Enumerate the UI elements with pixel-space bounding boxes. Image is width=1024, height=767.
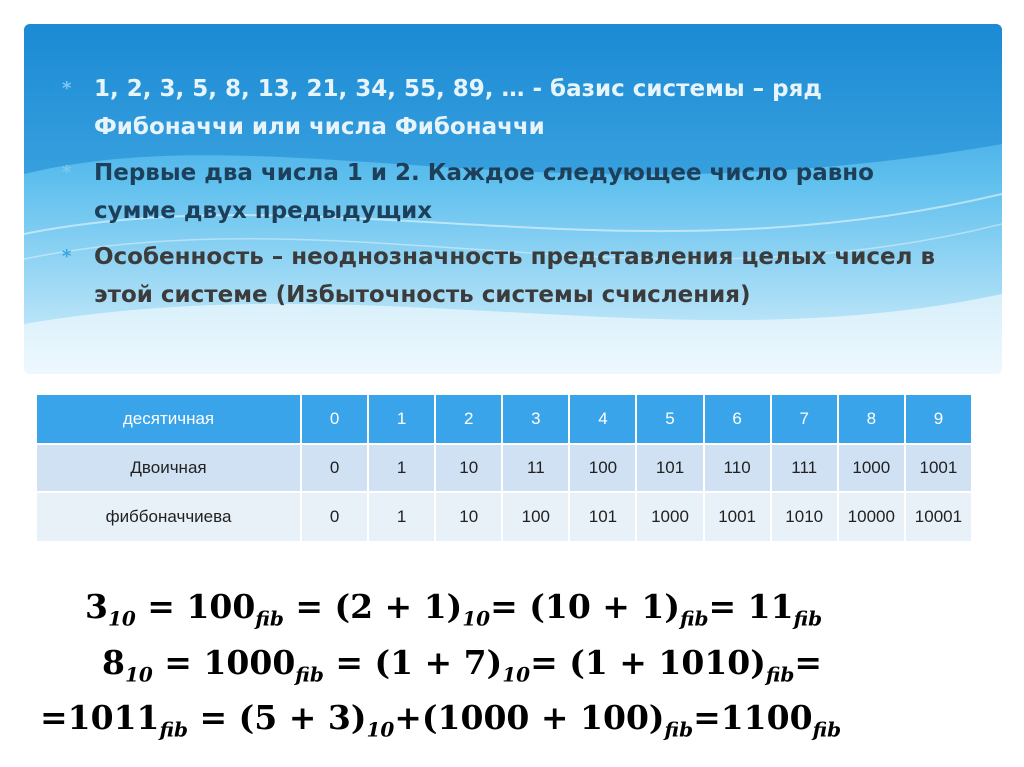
formula-subscript: fib <box>295 662 324 687</box>
formula-term: 8 <box>102 642 125 682</box>
table-cell: 1001 <box>704 492 771 542</box>
bullet-list <box>62 70 962 322</box>
formula-term: = 1000 <box>152 642 296 682</box>
bullet-first-numbers <box>62 154 962 230</box>
table-row-binary <box>36 444 972 492</box>
table-cell: 100 <box>502 492 569 542</box>
header-cell: 0 <box>301 394 368 444</box>
formula-subscript: 10 <box>502 662 531 687</box>
table-cell: фиббоначчиева <box>36 492 301 542</box>
formula-subscript: 10 <box>124 662 153 687</box>
header-cell: 2 <box>435 394 502 444</box>
formula-subscript: 10 <box>366 717 395 742</box>
table-cell: 1010 <box>771 492 838 542</box>
table-header-row <box>36 394 972 444</box>
table-cell: 10 <box>435 444 502 492</box>
bullet-text: 1, 2, 3, 5, 8, 13, 21, 34, 55, 89, … - базис системы – ряд Фибоначчи или числа Фибоначчи <box>94 76 822 140</box>
table-cell: 0 <box>301 444 368 492</box>
table-row-fibonacci <box>36 492 972 542</box>
formula-subscript: fib <box>159 717 189 742</box>
formula-line-1 <box>30 585 990 641</box>
asterisk-icon: * <box>62 78 72 99</box>
formula-subscript: fib <box>812 717 842 742</box>
formula-term: = 11 <box>708 587 794 626</box>
table-cell: 11 <box>502 444 569 492</box>
formula-term: +(1000 + 100) <box>394 698 665 738</box>
formula-term: = (1 + 1010) <box>530 642 766 682</box>
table-cell: 1000 <box>636 492 703 542</box>
table-cell: 0 <box>301 492 368 542</box>
formula-subscript: 10 <box>462 606 491 631</box>
formula-term: = (10 + 1) <box>490 587 680 626</box>
asterisk-icon: * <box>62 162 72 183</box>
table-cell: 10 <box>435 492 502 542</box>
table-cell: 110 <box>704 444 771 492</box>
bullet-text: Особенность – неоднозначность представления целых чисел в этой системе (Избыточность системы счисления) <box>94 244 936 308</box>
formula-term: = (2 + 1) <box>283 587 463 626</box>
header-cell: 9 <box>905 394 972 444</box>
bullet-text: Первые два числа 1 и 2. Каждое следующее число равно сумме двух предыдущих <box>94 160 874 224</box>
header-cell: 4 <box>569 394 636 444</box>
table-cell: 101 <box>636 444 703 492</box>
formula-subscript: fib <box>793 606 823 631</box>
formula-subscript: fib <box>765 662 795 687</box>
header-cell: 7 <box>771 394 838 444</box>
formula-subscript: 10 <box>107 606 136 631</box>
formula-term: = (1 + 7) <box>323 642 503 682</box>
formula-subscript: fib <box>664 717 694 742</box>
formula-term: = 100 <box>135 587 256 626</box>
formula-term: 3 <box>85 587 108 626</box>
formula-block <box>30 585 990 752</box>
formula-term: =1100 <box>693 698 813 738</box>
table-cell: 10001 <box>905 492 972 542</box>
header-cell: 8 <box>838 394 905 444</box>
header-cell: 5 <box>636 394 703 444</box>
table-cell: 1000 <box>838 444 905 492</box>
table-cell: 101 <box>569 492 636 542</box>
asterisk-icon: * <box>62 246 72 267</box>
table-cell: 100 <box>569 444 636 492</box>
formula-line-3 <box>30 696 990 752</box>
formula-subscript: fib <box>680 606 709 631</box>
formula-line-2 <box>30 641 990 697</box>
bullet-feature <box>62 238 962 314</box>
formula-term: = (5 + 3) <box>188 698 367 738</box>
table-cell: 111 <box>771 444 838 492</box>
header-cell: 1 <box>368 394 435 444</box>
table-cell: 1 <box>368 492 435 542</box>
header-cell: 3 <box>502 394 569 444</box>
header-cell: 6 <box>704 394 771 444</box>
formula-term: =1011 <box>40 698 160 738</box>
header-cell: десятичная <box>36 394 301 444</box>
number-systems-table <box>35 393 973 543</box>
table-cell: 10000 <box>838 492 905 542</box>
bullet-fibonacci-basis <box>62 70 962 146</box>
table-cell: Двоичная <box>36 444 301 492</box>
table-cell: 1001 <box>905 444 972 492</box>
formula-subscript: fib <box>255 606 284 631</box>
formula-term: = <box>794 642 823 682</box>
table-cell: 1 <box>368 444 435 492</box>
